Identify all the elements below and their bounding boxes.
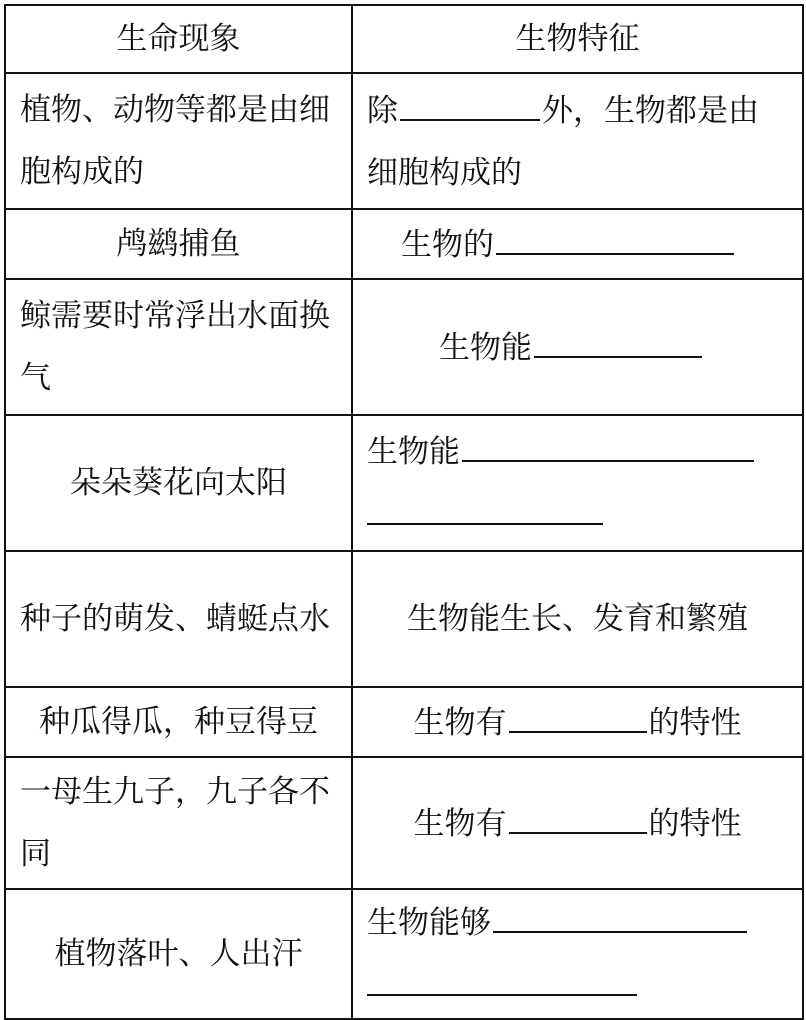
feature-cell	[352, 889, 803, 1019]
feature-text-after: 的特性	[648, 805, 742, 842]
table-row	[5, 551, 803, 687]
phenomenon-cell: 一母生九子，九子各不同	[5, 757, 352, 889]
table-header-row	[5, 5, 803, 73]
answer-blank[interactable]	[462, 420, 754, 462]
feature-cell: 生物能生长、发育和繁殖	[352, 551, 803, 687]
table-row	[5, 889, 803, 1019]
feature-text-before: 生物有	[413, 704, 507, 741]
answer-blank[interactable]	[534, 316, 702, 358]
feature-text-before: 生物能够	[367, 905, 491, 941]
answer-blank-continued[interactable]	[367, 954, 637, 996]
feature-text-before: 生物能	[367, 434, 460, 470]
feature-text-after: 外，生物都是由细胞构成的	[367, 92, 759, 191]
answer-blank[interactable]	[509, 691, 647, 733]
header-phenomenon: 生命现象	[5, 5, 352, 73]
feature-text-before: 生物有	[413, 805, 507, 842]
phenomenon-cell: 植物落叶、人出汗	[5, 889, 352, 1019]
table-row	[5, 209, 803, 279]
phenomenon-cell: 种子的萌发、蜻蜓点水	[5, 551, 352, 687]
answer-blank-continued[interactable]	[367, 483, 603, 525]
phenomenon-cell: 鸬鹚捕鱼	[5, 209, 352, 279]
answer-blank[interactable]	[400, 79, 540, 121]
answer-blank[interactable]	[509, 792, 647, 834]
table-row	[5, 73, 803, 209]
feature-text-after: 的特性	[648, 704, 742, 741]
feature-cell	[352, 73, 803, 209]
table-row	[5, 279, 803, 415]
answer-blank[interactable]	[493, 891, 747, 933]
life-phenomena-table	[4, 4, 804, 1020]
feature-text-before: 生物的	[401, 226, 494, 263]
answer-blank[interactable]	[496, 213, 734, 255]
table-row	[5, 415, 803, 551]
table-row	[5, 757, 803, 889]
table-row	[5, 687, 803, 757]
feature-cell	[352, 279, 803, 415]
header-feature: 生物特征	[352, 5, 803, 73]
phenomenon-cell: 朵朵葵花向太阳	[5, 415, 352, 551]
phenomenon-cell: 鲸需要时常浮出水面换气	[5, 279, 352, 415]
feature-cell	[352, 757, 803, 889]
feature-text-before: 生物能	[439, 329, 532, 366]
feature-text-before: 除	[367, 92, 398, 129]
feature-cell	[352, 687, 803, 757]
feature-cell	[352, 415, 803, 551]
phenomenon-cell: 植物、动物等都是由细胞构成的	[5, 73, 352, 209]
phenomenon-cell: 种瓜得瓜，种豆得豆	[5, 687, 352, 757]
feature-cell	[352, 209, 803, 279]
